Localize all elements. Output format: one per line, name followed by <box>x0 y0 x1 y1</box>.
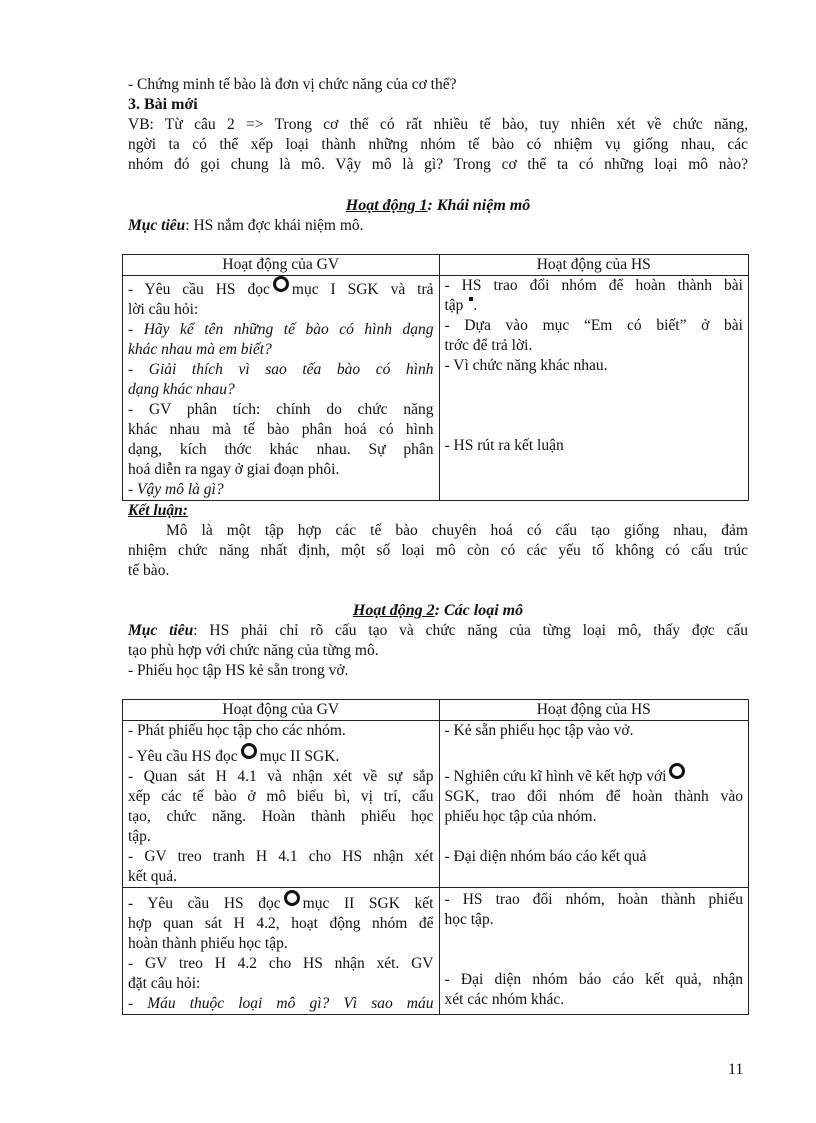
conclusion-line: tế bào. <box>128 562 170 579</box>
gv-cell <box>123 888 440 1015</box>
text: mục II SGK. <box>259 748 340 765</box>
table-line: phiếu học tập của nhóm. <box>444 808 597 825</box>
intro-question: - Chứng minh tế bào là đơn vị chức năng của cơ thể? <box>128 76 457 93</box>
table-line <box>445 296 744 316</box>
table-line: - HS trao đổi nhóm, hoàn thành phiếu <box>444 891 743 908</box>
table-line: - GV treo tranh H 4.1 cho HS nhận xét <box>128 848 434 865</box>
activity1-table <box>122 254 749 501</box>
intro-paragraph-line: ngời ta có thể xếp loại thành những nhóm tế bào có nhiệm vụ giống nhau, các <box>128 136 748 153</box>
text: - Yêu cầu HS đọc <box>128 281 270 298</box>
document-page <box>128 75 748 1015</box>
goal-text: : HS phải chỉ rõ cấu tạo và chức năng của từng loại mô, thấy đợc cấu <box>193 622 748 639</box>
spacer <box>445 930 744 970</box>
activity2-title-prefix: Hoạt động 2 <box>352 602 435 619</box>
table-line: SGK, trao đổi nhóm để hoàn thành vào <box>444 788 743 805</box>
hs-cell <box>439 276 749 501</box>
table-line: - Vì chức năng khác nhau. <box>444 357 608 374</box>
table-line: - Máu thuộc loại mô gì? Vì sao máu <box>128 995 434 1012</box>
reading-circle-icon <box>241 743 257 759</box>
spacer <box>445 376 744 436</box>
conclusion-label: Kết luận: <box>128 502 188 519</box>
intro-paragraph-line: nhóm đó gọi chung là mô. Vậy mô là gì? Trong cơ thể ta có những loại mô nào? <box>128 156 748 173</box>
table-line: khác nhau mà tế bào phân hoá có hình <box>128 421 434 438</box>
text: . <box>473 297 478 314</box>
table-line: dạng, kích thớc khác nhau. Sự phân <box>128 441 434 458</box>
activity2-table <box>122 699 749 1015</box>
reading-circle-icon <box>284 890 300 906</box>
section-title: 3. Bài mới <box>128 96 198 113</box>
table-header-row <box>123 255 749 276</box>
table-line: lời câu hỏi: <box>128 301 199 318</box>
activity1-title-prefix: Hoạt động 1 <box>345 197 428 214</box>
table-line: - Đại diện nhóm báo cáo kết quả <box>444 848 647 865</box>
table-line: - Dựa vào mục “Em có biết” ở bài <box>444 317 743 334</box>
table-line: hoá diễn ra ngay ở giai đoạn phôi. <box>128 461 340 478</box>
table-line: xét các nhóm khác. <box>444 991 565 1008</box>
header-gv: Hoạt động của GV <box>123 255 440 276</box>
table-line: - GV treo H 4.2 cho HS nhận xét. GV <box>128 955 434 972</box>
hs-cell <box>439 888 749 1015</box>
activity1-goal <box>128 216 748 236</box>
table-line: tạo, chức năng. Hoàn thành phiếu học <box>128 808 434 825</box>
table-line: - Quan sát H 4.1 và nhận xét về sự sắp <box>128 768 434 785</box>
activity1-title <box>128 196 748 216</box>
goal-label: Mục tiêu <box>128 622 194 639</box>
conclusion-line: Mô là một tập hợp các tế bào chuyên hoá có cấu tạo giống nhau, đảm <box>166 522 748 539</box>
table-line: - Vậy mô là gì? <box>128 481 224 498</box>
table-line: đặt câu hỏi: <box>128 975 201 992</box>
activity2-goal-cont: tạo phù hợp với chức năng của từng mô. <box>128 642 379 659</box>
activity1-title-suffix: : Khái niệm mô <box>427 197 531 214</box>
table-line: tập. <box>128 828 151 845</box>
gv-cell <box>123 276 440 501</box>
text: tập <box>444 297 464 314</box>
table-line: hoàn thành phiếu học tập. <box>128 935 288 952</box>
table-line: dạng khác nhau? <box>128 381 235 398</box>
table-line: kết quả. <box>128 868 178 885</box>
table-line: - Giải thích vì sao tếa bào có hình <box>128 361 434 378</box>
goal-label: Mục tiêu <box>128 217 186 234</box>
activity2-title <box>128 601 748 621</box>
table-line: - HS trao đổi nhóm để hoàn thành bài <box>444 277 743 294</box>
conclusion-line: nhiệm chức năng nhất định, một số loại mô còn có các yếu tố không có cấu trúc <box>128 542 748 559</box>
table-row <box>123 888 749 1015</box>
table-row <box>123 276 749 501</box>
header-gv: Hoạt động của GV <box>123 700 440 721</box>
table-line <box>128 276 434 300</box>
text: - Nghiên cứu kĩ hình vẽ kết hợp với <box>444 768 667 785</box>
gv-cell <box>123 721 440 888</box>
reading-circle-icon <box>669 763 685 779</box>
spacer <box>128 175 748 196</box>
table-line: - Kẻ sẵn phiếu học tập vào vở. <box>444 722 634 739</box>
table-line <box>128 890 434 914</box>
spacer <box>445 827 744 847</box>
text: - Yêu cầu HS đọc <box>128 895 281 912</box>
table-header-row <box>123 700 749 721</box>
activity2-note: - Phiếu học tập HS kẻ sẵn trong vở. <box>128 662 349 679</box>
spacer <box>445 741 744 763</box>
table-line: - GV phân tích: chính do chức năng <box>128 401 434 418</box>
text: mục I SGK và trả <box>291 281 434 298</box>
activity2-goal <box>128 621 748 641</box>
table-line: trớc để trả lời. <box>444 337 533 354</box>
table-line: - Phát phiếu học tập cho các nhóm. <box>128 722 346 739</box>
header-hs: Hoạt động của HS <box>439 255 749 276</box>
reading-circle-icon <box>273 276 289 292</box>
activity2-title-suffix: : Các loại mô <box>434 602 524 619</box>
text: - Yêu cầu HS đọc <box>128 748 238 765</box>
hs-cell <box>439 721 749 888</box>
table-line <box>128 743 434 767</box>
spacer <box>128 581 748 601</box>
spacer <box>128 681 748 699</box>
table-line: xếp các tế bào ở mô biểu bì, vị trí, cấu <box>128 788 434 805</box>
page-number: 11 <box>728 1061 744 1078</box>
header-hs: Hoạt động của HS <box>439 700 749 721</box>
table-line: khác nhau mà em biết? <box>128 341 272 358</box>
table-line: - HS rút ra kết luận <box>444 437 564 454</box>
spacer <box>128 236 748 254</box>
goal-text: : HS nắm đợc khái niệm mô. <box>185 217 364 234</box>
text: mục II SGK kết <box>302 895 434 912</box>
table-line: - Hãy kể tên những tế bào có hình dạng <box>128 321 434 338</box>
table-row <box>123 721 749 888</box>
table-line: - Đại diện nhóm báo cáo kết quả, nhận <box>444 971 743 988</box>
intro-paragraph-line: VB: Từ câu 2 => Trong cơ thể có rất nhiều tế bào, tuy nhiên xét về chức năng, <box>128 116 748 133</box>
table-line: học tập. <box>444 911 494 928</box>
table-line: hợp quan sát H 4.2, hoạt động nhóm để <box>128 915 434 932</box>
table-line <box>445 763 744 787</box>
